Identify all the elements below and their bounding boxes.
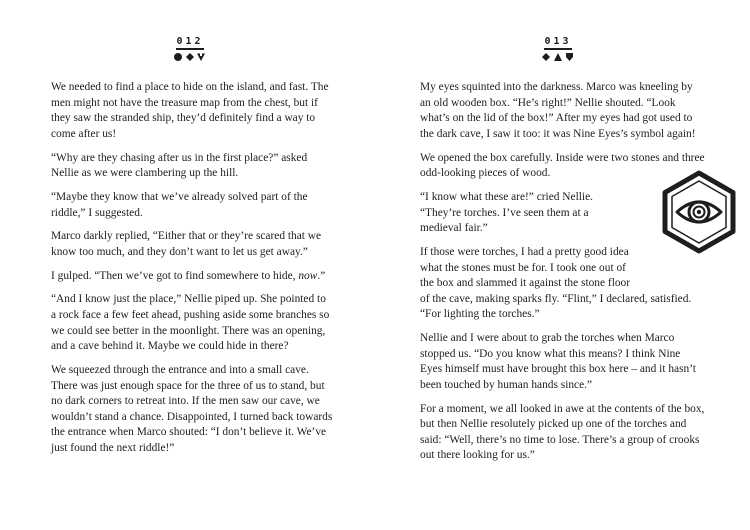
paragraph: We opened the box carefully. Inside were two stones and three odd-looking pieces of wood. [420,151,705,180]
paragraph: “Why are they chasing after us in the first place?” asked Nellie as we were clambering up the hill. [51,151,308,180]
paragraph: Nellie and I were about to grab the torches when Marco stopped us. “Do you know what this means? I think Nine Eyes himself must have brought this box here – and it hasn’t been touched by human hands since.” [420,332,696,391]
paragraph: We squeezed through the entrance and into a small cave. There was just enough space for the three of us to stand, but no dark corners to retreat into. If the men saw our cave, we wouldn’t stand a chance. Disappointed, I turned back towards the entrance when Marco shouted: “I don’t believe it. We’ve just found the next riddle!” [51,364,333,454]
paragraph: We needed to find a place to hide on the island, and fast. The men might not have the treasure map from the chest, but if they saw the stranded ship, they’d definitely find a way to come after us! [51,81,329,140]
folio-rule [176,48,204,50]
paragraph: “And I know just the place,” Nellie piped up. She pointed to a rock face a few feet ahead, pushing aside some branches so we could see better in the moonlight. There was an opening, and a cave behind it. Maybe we could hide in there? [51,293,330,353]
right-page-text [420,80,705,472]
paragraph: “I know what these are!” cried Nellie. “They’re torches. I’ve seen them at a medieval fair.” [420,190,593,235]
paragraph [51,269,333,285]
paragraph: Marco darkly replied, “Either that or they’re scared that we know too much, and they don’t want to let us get away.” [51,230,322,258]
folio-shapes-icon [528,52,588,62]
right-page [375,0,750,530]
page-number: 013 [544,36,572,47]
folio-shapes-icon [160,52,220,62]
paragraph: My eyes squinted into the darkness. Marco was kneeling by an old wooden box. “He’s right!” Nellie shouted. “Look what’s on the lid of the box!” After my eyes had got used to the dark cave, I saw it too: it was Nine Eyes’s symbol again! [420,81,696,140]
paragraph: For a moment, we all looked in awe at the contents of the box, but then Nellie resolutely picked up one of the torches and said: “Well, there’s no time to lose. There’s a group of crooks out there looking for us.” [420,402,705,462]
page-number: 012 [176,36,204,47]
paragraph: “Maybe they know that we’ve already solved part of the riddle,” I suggested. [51,190,308,219]
paragraph: If those were torches, I had a pretty good idea what the stones must be for. I took one out of the box and slammed it against the stone floor of the cave, making sparks fly. “Flint,” I declared, satisfied. “For lighting the torches.” [420,245,692,321]
left-page-text [51,80,333,465]
paragraph-text: I gulped. “Then we’ve got to find somewhere to hide, [51,269,299,282]
emphasis-text: now [298,269,318,282]
nine-eyes-symbol-icon [657,170,741,254]
right-page-folio [528,36,588,62]
left-page-folio [160,36,220,62]
folio-rule [544,48,572,50]
paragraph-text: .” [317,269,326,282]
